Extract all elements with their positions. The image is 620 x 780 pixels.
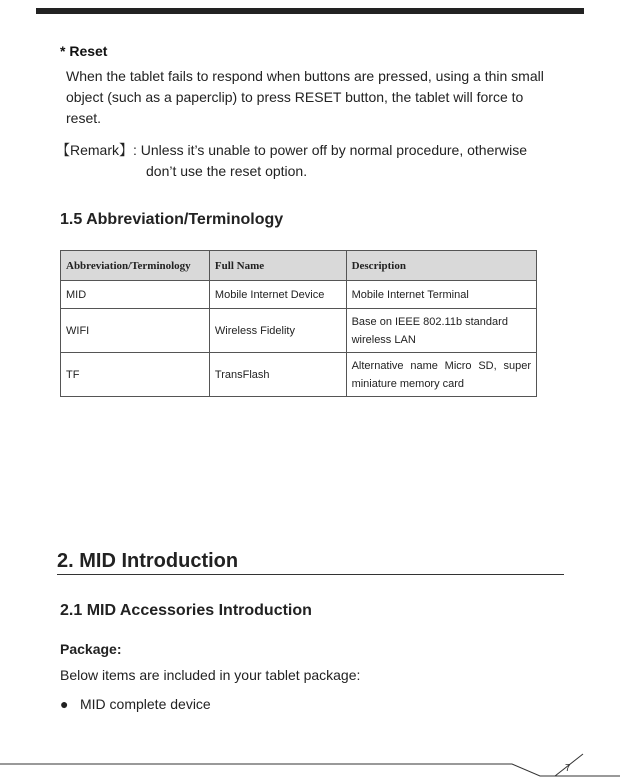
package-intro: Below items are included in your tablet package: [60,667,361,683]
table-cell: Alternative name Micro SD, super miniature memory card [346,353,536,397]
bullet-icon: ● [60,696,69,712]
table-row [61,281,537,309]
page-number: 7 [565,763,571,774]
table-cell: TransFlash [209,353,346,397]
table-cell: MID [61,281,210,309]
subsection-heading-accessories: 2.1 MID Accessories Introduction [60,602,312,619]
table-row [61,309,537,353]
table-cell: Base on IEEE 802.11b standard wireless LAN [346,309,536,353]
list-item [60,696,211,712]
top-rule [36,8,584,14]
section-heading-mid-introduction: 2. MID Introduction [57,550,239,572]
table-row [61,353,537,397]
table-cell: Mobile Internet Terminal [346,281,536,309]
package-label: Package: [60,641,122,657]
table-header-row [61,251,537,281]
remark-note [56,140,556,182]
remark-line-1: 【Remark】: Unless it’s unable to power off by normal procedure, otherwise [56,142,528,158]
table-header-cell: Description [346,251,536,281]
section-heading-abbreviation: 1.5 Abbreviation/Terminology [60,211,284,228]
table-cell: TF [61,353,210,397]
abbreviation-table [60,250,537,397]
list-item-text: MID complete device [80,696,211,712]
remark-line-2: don’t use the reset option. [146,163,308,179]
section-underline [57,574,564,575]
table-header-cell: Full Name [209,251,346,281]
table-cell: WIFI [61,309,210,353]
reset-description: When the tablet fails to respond when buttons are pressed, using a thin small object (such as a paperclip) to press RESET button, the tablet will force to reset. [66,68,544,126]
table-cell: Mobile Internet Device [209,281,346,309]
table-header-cell: Abbreviation/Terminology [61,251,210,281]
reset-title: * Reset [60,43,108,59]
footer-rule [0,752,620,780]
table-cell: Wireless Fidelity [209,309,346,353]
